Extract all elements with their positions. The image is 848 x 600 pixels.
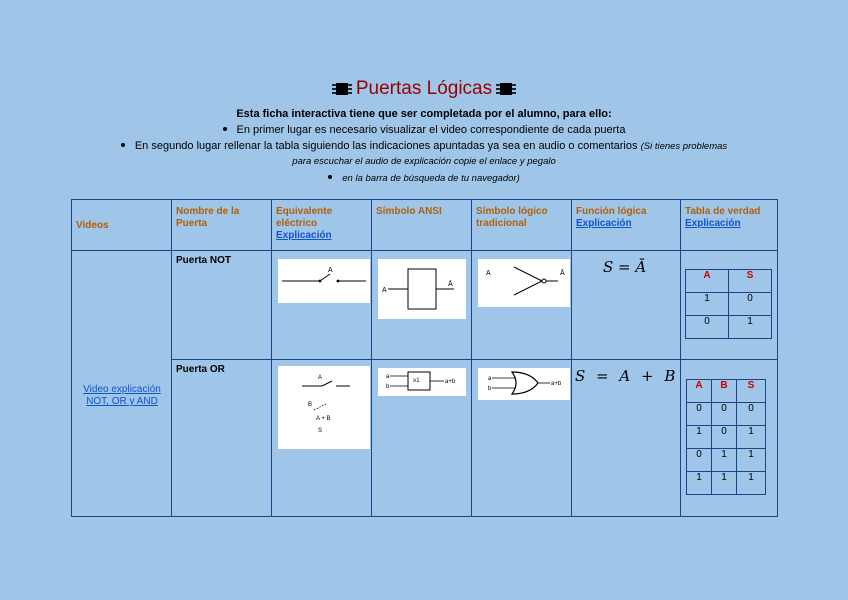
svg-text:A + B: A + B — [316, 416, 331, 422]
header-funcion: Función lógica Explicación — [572, 200, 681, 251]
bullet-icon — [121, 143, 125, 147]
explicacion-link-tabla[interactable]: Explicación — [685, 218, 741, 229]
intro-text: Esta ficha interactiva tiene que ser completada por el alumno, para ello: — [236, 108, 612, 120]
svg-text:a: a — [488, 376, 492, 382]
svg-text:≥1: ≥1 — [413, 378, 420, 384]
or-electric-cell — [272, 360, 372, 517]
or-trad-cell — [472, 360, 572, 517]
not-electric-cell — [272, 251, 372, 360]
svg-text:a+b: a+b — [445, 379, 456, 385]
or-name-cell: Puerta OR — [172, 360, 272, 517]
row-not — [72, 251, 778, 360]
bullet-second-note: para escuchar el audio de explicación copie el enlace y pegalo — [292, 156, 556, 167]
not-electric-diagram — [278, 259, 370, 303]
header-videos: Videos — [72, 200, 172, 251]
header-tradicional: Símbolo lógico tradicional — [472, 200, 572, 251]
or-ansi-diagram — [378, 368, 466, 396]
bullet-icon — [223, 127, 227, 131]
not-ansi-cell — [372, 251, 472, 360]
gates-table — [71, 199, 778, 517]
not-name-cell: Puerta NOT — [172, 251, 272, 360]
svg-text:S: S — [318, 428, 323, 434]
header-electrico: Equivalente eléctrico Explicación — [272, 200, 372, 251]
header-row — [72, 200, 778, 251]
explicacion-link-electrico[interactable]: Explicación — [276, 230, 332, 241]
not-truth-cell — [681, 251, 778, 360]
or-electric-diagram — [278, 366, 370, 449]
or-truth-table: A B S 0 0 0 1 0 1 0 1 1 1 1 1 — [686, 379, 766, 495]
svg-text:Ā: Ā — [560, 270, 565, 277]
bullet-third: en la barra de búsqueda de tu navegador) — [0, 172, 848, 184]
not-trad-diagram — [478, 259, 570, 307]
bullet-second: En segundo lugar rellenar la tabla siguiendo las indicaciones apuntadas ya sea en audio o comentarios (Si tienes problemas — [0, 140, 848, 152]
page-title — [0, 78, 848, 103]
header-ansi: Símbolo ANSI — [372, 200, 472, 251]
not-trad-cell — [472, 251, 572, 360]
not-formula: S = Ā — [603, 258, 647, 276]
or-formula: S = A + B — [575, 367, 677, 385]
or-ansi-cell — [372, 360, 472, 517]
page-title-text: Puertas Lógicas — [355, 78, 493, 99]
explicacion-link-funcion[interactable]: Explicación — [576, 218, 632, 229]
svg-text:a: a — [386, 374, 390, 380]
svg-text:A: A — [382, 287, 387, 294]
svg-text:b: b — [488, 386, 492, 392]
or-trad-diagram — [478, 368, 570, 400]
video-cell — [72, 251, 172, 517]
not-ansi-diagram — [378, 259, 466, 319]
row-or — [72, 360, 778, 517]
bullet-first: En primer lugar es necesario visualizar el video correspondiente de cada puerta — [0, 124, 848, 136]
svg-text:A: A — [318, 375, 323, 381]
svg-text:A: A — [328, 267, 333, 274]
not-truth-table: A S 1 0 0 1 — [685, 269, 772, 339]
svg-text:a+b: a+b — [551, 381, 562, 387]
bullet-icon — [328, 175, 332, 179]
or-function-cell — [572, 360, 681, 517]
svg-text:b: b — [386, 384, 390, 390]
chip-icon — [496, 81, 516, 103]
chip-icon — [332, 81, 352, 103]
svg-text:B: B — [308, 402, 313, 408]
svg-text:A: A — [486, 270, 491, 277]
svg-text:Ā: Ā — [448, 281, 453, 288]
not-function-cell — [572, 251, 681, 360]
video-link[interactable]: Video explicación NOT, OR y AND — [83, 384, 161, 407]
or-truth-cell — [681, 360, 778, 517]
header-tabla: Tabla de verdad Explicación — [681, 200, 778, 251]
header-nombre: Nombre de la Puerta — [172, 200, 272, 251]
